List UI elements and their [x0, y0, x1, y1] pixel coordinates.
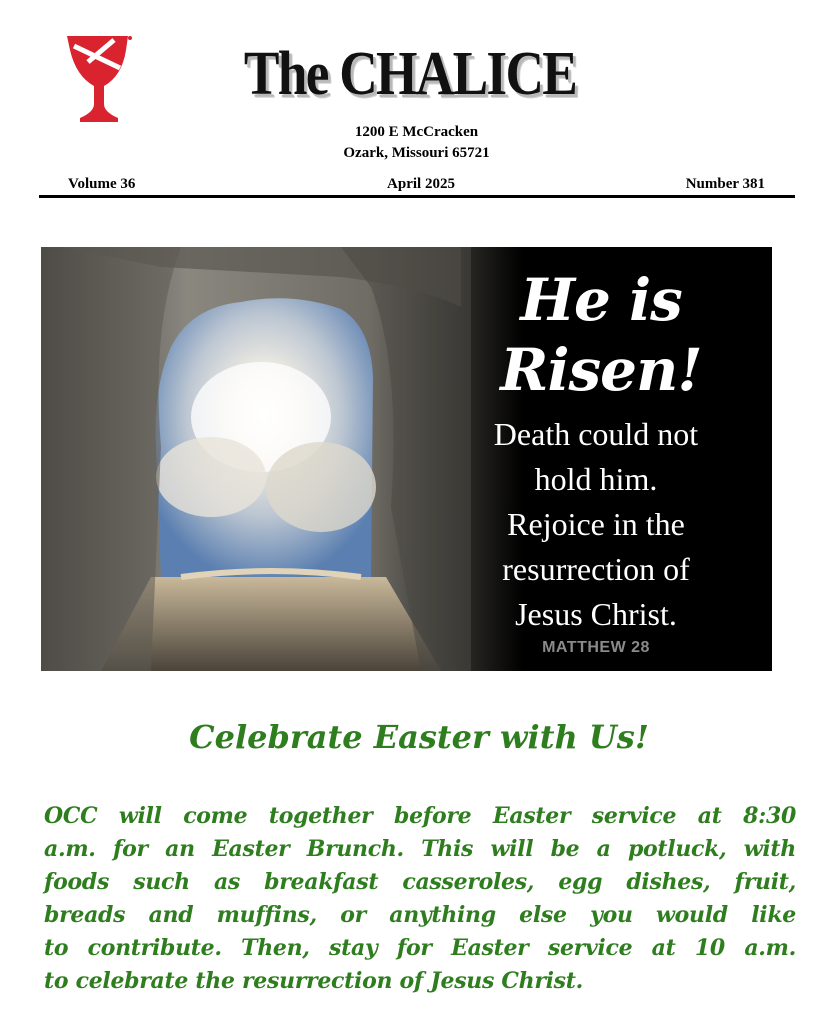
article-line: to contribute. Then, stay for Easter service at 10 a.m. — [44, 935, 796, 961]
banner-message-line: Jesus Christ. — [515, 596, 677, 632]
banner-message — [461, 412, 731, 637]
article-line: breads and muffins, or anything else you would like — [44, 902, 796, 928]
banner-headline — [441, 265, 761, 405]
banner-message-line: resurrection of — [502, 551, 690, 587]
article-line: to celebrate the resurrection of Jesus Christ. — [44, 968, 583, 994]
newsletter-title: The CHALICE — [243, 40, 577, 108]
banner-headline-line: He is — [520, 266, 682, 334]
article-body — [44, 800, 796, 998]
article-line: a.m. for an Easter Brunch. This will be a potluck, with — [44, 836, 796, 862]
volume-label: Volume 36 — [68, 176, 136, 192]
article-line: OCC will come together before Easter service at 8:30 — [44, 803, 796, 829]
address-street: 1200 E McCracken — [354, 124, 479, 140]
banner-message-line: Rejoice in the — [507, 506, 685, 542]
issue-date: April 2025 — [387, 176, 455, 192]
chalice-logo-icon — [64, 32, 134, 126]
banner-message-line: Death could not — [493, 416, 699, 452]
article-line: foods such as breakfast casseroles, egg dishes, fruit, — [44, 869, 796, 895]
easter-banner — [41, 247, 772, 671]
header-divider — [39, 195, 795, 198]
issue-number: Number 381 — [685, 176, 765, 192]
address-city: Ozark, Missouri 65721 — [343, 145, 490, 161]
banner-message-line: hold him. — [534, 461, 658, 497]
article-headline: Celebrate Easter with Us! — [189, 718, 649, 756]
banner-headline-line: Risen! — [500, 336, 702, 404]
scripture-reference: MATTHEW 28 — [542, 639, 650, 656]
